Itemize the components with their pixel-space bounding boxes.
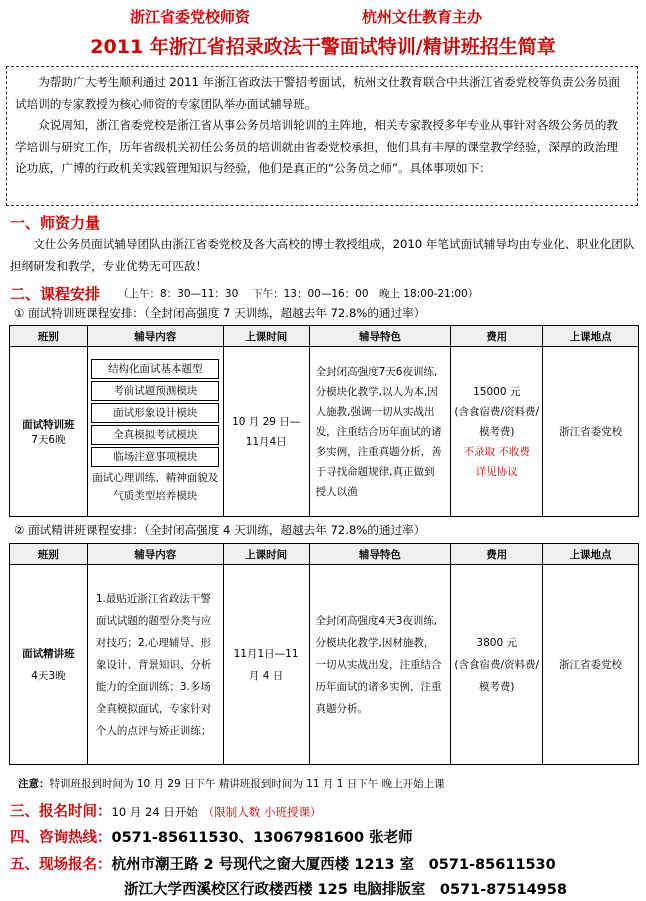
fee-amount: 3800 元 [476,636,517,649]
fee-cell [451,565,543,765]
col-header-content: 辅导内容 [87,326,223,347]
page-title: 2011 年浙江省招录政法干警面试特训/精讲班招生简章 [90,36,556,58]
table-header-row [10,544,639,565]
fee-cell [451,347,543,517]
location-cell: 浙江省委党校 [543,565,639,765]
col-header-time: 上课时间 [223,544,309,565]
hotline-heading: 四、咨询热线： [10,830,112,846]
table-row [10,565,639,765]
registration-date: 10 月 24 日开始 [111,805,198,819]
content-item: 面试心理训练、精神面貌及气质类型培养模块 [92,471,219,502]
section-faculty-heading: 一、师资力量 [10,214,101,232]
content-item: 考前试题预测模块 [91,381,219,401]
content-item: 全真模拟考试模块 [91,425,219,445]
hotline-phones: 0571-85611530、13067981600 张老师 [111,830,413,846]
col-header-content: 辅导内容 [87,544,223,565]
col-header-location: 上课地点 [543,326,639,347]
location-cell: 浙江省委党校 [543,347,639,517]
address-line-1: 杭州市潮王路 2 号现代之窗大厦西楼 1213 室 0571-85611530 [111,857,556,873]
section-course-heading: 二、课程安排 [10,285,101,303]
feature-cell: 全封闭高强度7天6夜训练,分模块化教学,以人为本,因人施教,强调一切从实战出发，注重结合历年面试的诸多实例，注重真题分析，善于寻找命题规律,真正做到授人以渔 [309,347,451,517]
table2-caption: ② 面试精讲班课程安排：（全封闭高强度 4 天训练，超越去年 72.8%的通过率） [14,523,426,537]
content-item: 临场注意事项模块 [91,447,219,467]
intensive-class-table [9,325,639,517]
fee-amount: 15000 元 [473,385,521,398]
class-cell [10,347,88,517]
content-item: 结构化面试基本题型 [91,359,219,379]
organizer-left: 浙江省委党校师资 [130,8,251,26]
notice-label: 注意： [18,778,50,790]
class-name: 面试精讲班 [22,647,75,660]
intro-paragraph-2: 众说周知，浙江省委党校是浙江省从事公务员培训轮训的主阵地，相关专家教授多年专业从事针对各级公务员的教学培训与研究工作，历年省级机关初任公务员的培训就由省委党校承担，他们具有丰厚的课堂教学经验，深厚的政治理论功底，广博的行政机关实践管理知识与经验，他们是真正的“公务员之师”。具体事项如下： [15,118,618,175]
intro-box [6,66,638,206]
refined-class-table [9,543,639,765]
course-schedule-hours: （上午：8：30—11：30 下午：13：00—16：00 晚上 18:00-21:00） [118,288,479,300]
time-cell: 11月1日—11 月 4 日 [223,565,309,765]
col-header-time: 上课时间 [223,326,309,347]
hotline [10,826,413,847]
content-cell [87,347,223,517]
col-header-feature: 辅导特色 [309,544,451,565]
class-days: 4天3晚 [31,669,66,682]
registration-limit: （限制人数 小班授课） [202,805,322,819]
notice [18,776,445,791]
content-cell: 1.最贴近浙江省政法干警面试试题的题型分类与应对技巧；2.心理辅导、形象设计、背景知识、分析能力的全面训练；3.多场全真模拟面试，专家针对个人的点评与矫正训练； [87,565,223,765]
col-header-fee: 费用 [451,544,543,565]
section-faculty-text: 文仕公务员面试辅导团队由浙江省委党校及各大高校的博士教授组成，2010 年笔试面试辅导均由专业化、职业化团队担纲研发和教学，专业优势无可匹敌！ [10,237,635,273]
col-header-class: 班别 [10,326,88,347]
class-cell [10,565,88,765]
time-cell: 10 月 29 日—11月4日 [223,347,309,517]
table-row [10,347,639,517]
fee-agreement: 详见协议 [475,465,518,478]
feature-cell: 全封闭高强度4天3夜训练,分模块化教学,因材施教，一切从实战出发，注重结合历年面试的诸多实例，注重真题分析。 [309,565,451,765]
notice-text: 特训班报到时间为 10 月 29 日下午 精讲班报到时间为 11 月 1 日下午 晚上开始上课 [49,778,445,790]
header-top [0,6,646,28]
intro-paragraph-1: 为帮助广大考生顺利通过 2011 年浙江省政法干警招考面试，杭州文仕教育联合中共浙江省委党校等负责公务员面试培训的专家教授为核心师资的专家团队举办面试辅导班。 [15,75,620,111]
col-header-fee: 费用 [451,326,543,347]
fee-note: (含食宿费/资料费/模考费) [454,405,540,438]
fee-note: (含食宿费/资料费/模考费) [454,658,540,693]
col-header-location: 上课地点 [543,544,639,565]
organizer-right: 杭州文仕教育主办 [362,8,483,26]
class-days: 7天6晚 [31,433,66,446]
address-line-2: 浙江大学西溪校区行政楼西楼 125 电脑排版室 0571-87514958 [124,882,567,898]
class-name: 面试特训班 [22,418,75,431]
onsite-registration [10,853,556,874]
onsite-registration-heading: 五、现场报名： [10,857,112,873]
registration-time [10,800,321,821]
col-header-class: 班别 [10,544,88,565]
registration-time-heading: 三、报名时间： [10,804,112,820]
table1-caption: ① 面试特训班课程安排：（全封闭高强度 7 天训练，超越去年 72.8%的通过率） [14,306,426,320]
col-header-feature: 辅导特色 [309,326,451,347]
fee-promise: 不录取 不收费 [463,445,530,458]
content-item: 面试形象设计模块 [91,403,219,423]
table-header-row [10,326,639,347]
